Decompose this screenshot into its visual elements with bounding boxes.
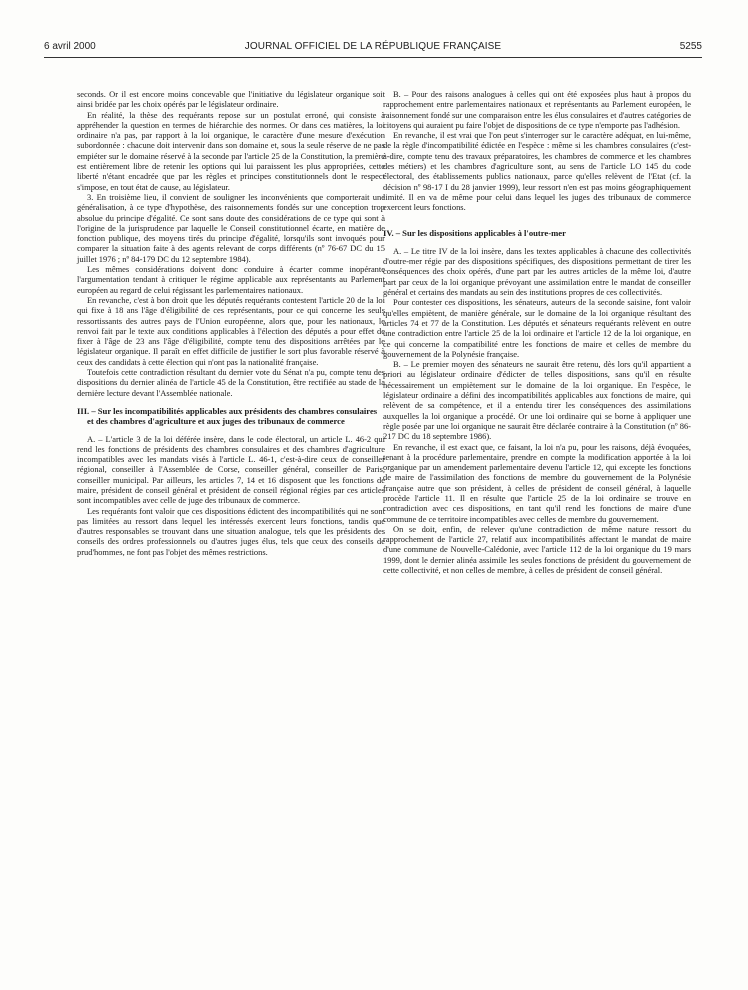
left-paragraph-7: A. – L'article 3 de la loi déférée insère, dans le code électoral, un article L. 46-2 qui rend les fonctions de présidents des chambres consulaires et des chambres d'agriculture incompatibles avec les mandats visés à l'article L. 46-1, c'est-à-dire ceux de conseiller régional, conseiller à l'Assemblée de Corse, conseiller général, conseiller de Paris, conseiller municipal. Par ailleurs, les articles 7, 14 et 16 disposent que les fonctions de maire, président de conseil général et président de conseil régional régies par ces articles sont incompatibles avec celle de juge des tribunaux de commerce. bbox=[77, 433, 385, 506]
section-heading-iii: III. – Sur les incompatibilités applicables aux présidents des chambres consulaires et des chambres d'agriculture et aux juges des tribunaux de commerce bbox=[77, 405, 378, 427]
page-header bbox=[44, 40, 702, 54]
left-paragraph-8: Les requérants font valoir que ces dispositions édictent des incompatibilités qui ne sont pas limitées au ressort dans lequel les intéressés exercent leurs fonctions, tandis que d'autres responsables se trouvant dans une situation analogue, tels que les présidents des conseils des ordres professionnels ou d'autres juges élus, tels que ceux des conseils de prud'hommes, ne font pas l'objet des mêmes restrictions. bbox=[77, 505, 385, 557]
right-paragraph-2: En revanche, il est vrai que l'on peut s'interroger sur le caractère adéquat, en lui-même, de la règle d'incompatibilité édictée en l'espèce : même si les chambres consulaires (c'est-à-dire, compte tenu des travaux préparatoires, les chambres de commerce et les chambres des métiers) et les chambres d'agriculture sont, au sens de l'article LO 145 du code électoral, des établissements publics nationaux, parce qu'elles relèvent de l'Etat (cf. la décision nº 98-17 I du 28 janvier 1999), leur ressort n'en est pas moins géographiquement limité. Il en va de même pour celui dans lequel les juges des tribunaux de commerce exercent leurs fonctions. bbox=[383, 130, 691, 213]
left-column bbox=[77, 89, 385, 557]
header-rule bbox=[44, 57, 702, 58]
header-date: 6 avril 2000 bbox=[44, 41, 96, 52]
left-paragraph-6: Toutefois cette contradiction résultant du dernier vote du Sénat n'a pu, compte tenu des dispositions du dernier alinéa de l'article 45 de la Constitution, être rectifiée au stade de la dernière lecture devant l'Assemblée nationale. bbox=[77, 367, 385, 398]
right-paragraph-4: Pour contester ces dispositions, les sénateurs, auteurs de la seconde saisine, font valoir qu'elles empiètent, de manière générale, sur le domaine de la loi organique résultant des articles 74 et 77 de la Constitution. Les députés et sénateurs requérants relèvent en outre une contradiction entre l'article 25 de la loi ordinaire et l'article 12 de la loi organique, en ce qui concerne la compatibilité entre les fonctions de maire et celles de membre du gouvernement de la Polynésie française. bbox=[383, 297, 691, 359]
right-paragraph-6: En revanche, il est exact que, ce faisant, la loi n'a pu, pour les raisons, déjà évoquées, tenant à la procédure parlementaire, prendre en compte la modification apportée à la loi organique par un amendement parlementaire devenu l'article 12, qui excepte les fonctions de maire de l'assimilation des fonctions de membre du gouvernement de la Polynésie française autre que son président, à celles de président de conseil général, à laquelle procède l'article 11. Il en résulte que l'article 25 de la loi ordinaire se trouve en contradiction avec ces dispositions, en tant qu'il rend les fonctions de maire d'une commune de ce territoire incompatibles avec celles de membre du gouvernement. bbox=[383, 441, 691, 524]
heading-spacer bbox=[383, 238, 691, 246]
right-paragraph-1: B. – Pour des raisons analogues à celles qui ont été exposées plus haut à propos du rapprochement entre parlementaires nationaux et représentants au Parlement européen, le raisonnement fondé sur une comparaison entre les élus consulaires et d'autres catégories de citoyens qui auraient pu faire l'objet de dispositions de ce type n'emporte pas l'adhésion. bbox=[383, 89, 691, 130]
right-paragraph-3: A. – Le titre IV de la loi insère, dans les textes applicables à chacune des collectivités d'outre-mer régie par des dispositions spécifiques, des dispositions permettant de tirer les conséquences des choix opérés, d'une part par les autres articles de la même loi, d'autre part par ceux de la loi organique prévoyant une assimilation entre le mandat de conseiller général et certains des mandats au sein des institutions propres de ces collectivités. bbox=[383, 245, 691, 298]
left-paragraph-3: 3. En troisième lieu, il convient de souligner les inconvénients que comporterait une généralisation, à ce type d'hypothèse, des raisonnements fondés sur une conception trop absolue du principe d'égalité. Ce sont sans doute des considérations de ce type qui sont à l'origine de la jurisprudence par laquelle le Conseil constitutionnel écarte, en matière de fonction publique, des moyens tirés du principe d'égalité, lorsqu'ils sont invoqués pour comparer la situation faite à des agents relevant de corps différents (nº 76-67 DC du 15 juillet 1976 ; nº 84-179 DC du 12 septembre 1984). bbox=[77, 191, 385, 264]
right-column bbox=[383, 89, 691, 575]
section-spacer bbox=[383, 213, 691, 228]
right-paragraph-5: B. – Le premier moyen des sénateurs ne saurait être retenu, dès lors qu'il appartient a priori au législateur ordinaire d'édicter de telles dispositions, sans qu'il en résulte nécessairement un empiètement sur le domaine de la loi organique. En l'espèce, le législateur ordinaire a défini des incompatibilités applicables aux fonctions de maire, qui relèvent de sa compétence, et il a entendu tirer les conséquences des assimilations auxquelles la loi organique a procédé. Or une loi ordinaire qui se borne à appliquer une règle posée par une loi organique ne saurait être déclarée contraire à la Constitution (nº 86-217 DC du 18 septembre 1986). bbox=[383, 359, 691, 442]
right-paragraph-7: On se doit, enfin, de relever qu'une contradiction de même nature ressort du rapprochement de l'article 27, relatif aux incompatibilités affectant le mandat de maire d'une commune de Nouvelle-Calédonie, avec l'article 112 de la loi organique du 19 mars 1999, dont le dernier alinéa assimile les seules fonctions de président du gouvernement de cette collectivité, et non celles de membre, à celles de président de conseil général. bbox=[383, 523, 691, 576]
section-spacer bbox=[77, 398, 385, 406]
heading-spacer bbox=[77, 427, 385, 434]
page-number: 5255 bbox=[679, 41, 702, 52]
left-paragraph-2: En réalité, la thèse des requérants repose sur un postulat erroné, qui consiste à appréhender la question en termes de hiérarchie des normes. Or dans ces matières, la loi ordinaire n'a pas, par rapport à la loi organique, le caractère d'une mesure d'exécution subordonnée : chacune doit intervenir dans son domaine et, sous la seule réserve de ne pas empiéter sur le domaine réservé à la seconde par l'article 25 de la Constitution, la première est entièrement libre de retenir les options qui lui paraissent les plus appropriées, cette liberté n'étant encadrée que par les règles et principes constitutionnels dont le respect s'impose, en tout état de cause, au législateur. bbox=[77, 109, 385, 192]
left-paragraph-4: Les mêmes considérations doivent donc conduire à écarter comme inopérante l'argumentation tendant à critiquer le régime applicable aux représentants au Parlement européen au regard de celui régissant les parlementaires nationaux. bbox=[77, 264, 385, 295]
section-heading-iv: IV. – Sur les dispositions applicables à l'outre-mer bbox=[383, 227, 566, 238]
left-paragraph-5: En revanche, c'est à bon droit que les députés requérants contestent l'article 20 de la loi qui fixe à 18 ans l'âge d'éligibilité de ces représentants, pour ce qui concerne les seuls ressortissants des autres pays de l'Union européenne, alors que, pour les nationaux, le renvoi fait par le texte aux conditions applicables à l'élection des députés a pour effet de fixer à l'âge de 23 ans l'âge d'éligibilité, compte tenu des dispositions arrêtées par le législateur organique. Il paraît en effet difficile de justifier le sort plus favorable réservé à ceux des candidats à cette élection qui n'ont pas la nationalité française. bbox=[77, 294, 385, 367]
left-paragraph-1: seconds. Or il est encore moins concevable que l'initiative du législateur organique soit ainsi bridée par les choix opérés par le législateur ordinaire. bbox=[77, 89, 385, 110]
journal-title: JOURNAL OFFICIEL DE LA RÉPUBLIQUE FRANÇAISE bbox=[244, 41, 502, 52]
